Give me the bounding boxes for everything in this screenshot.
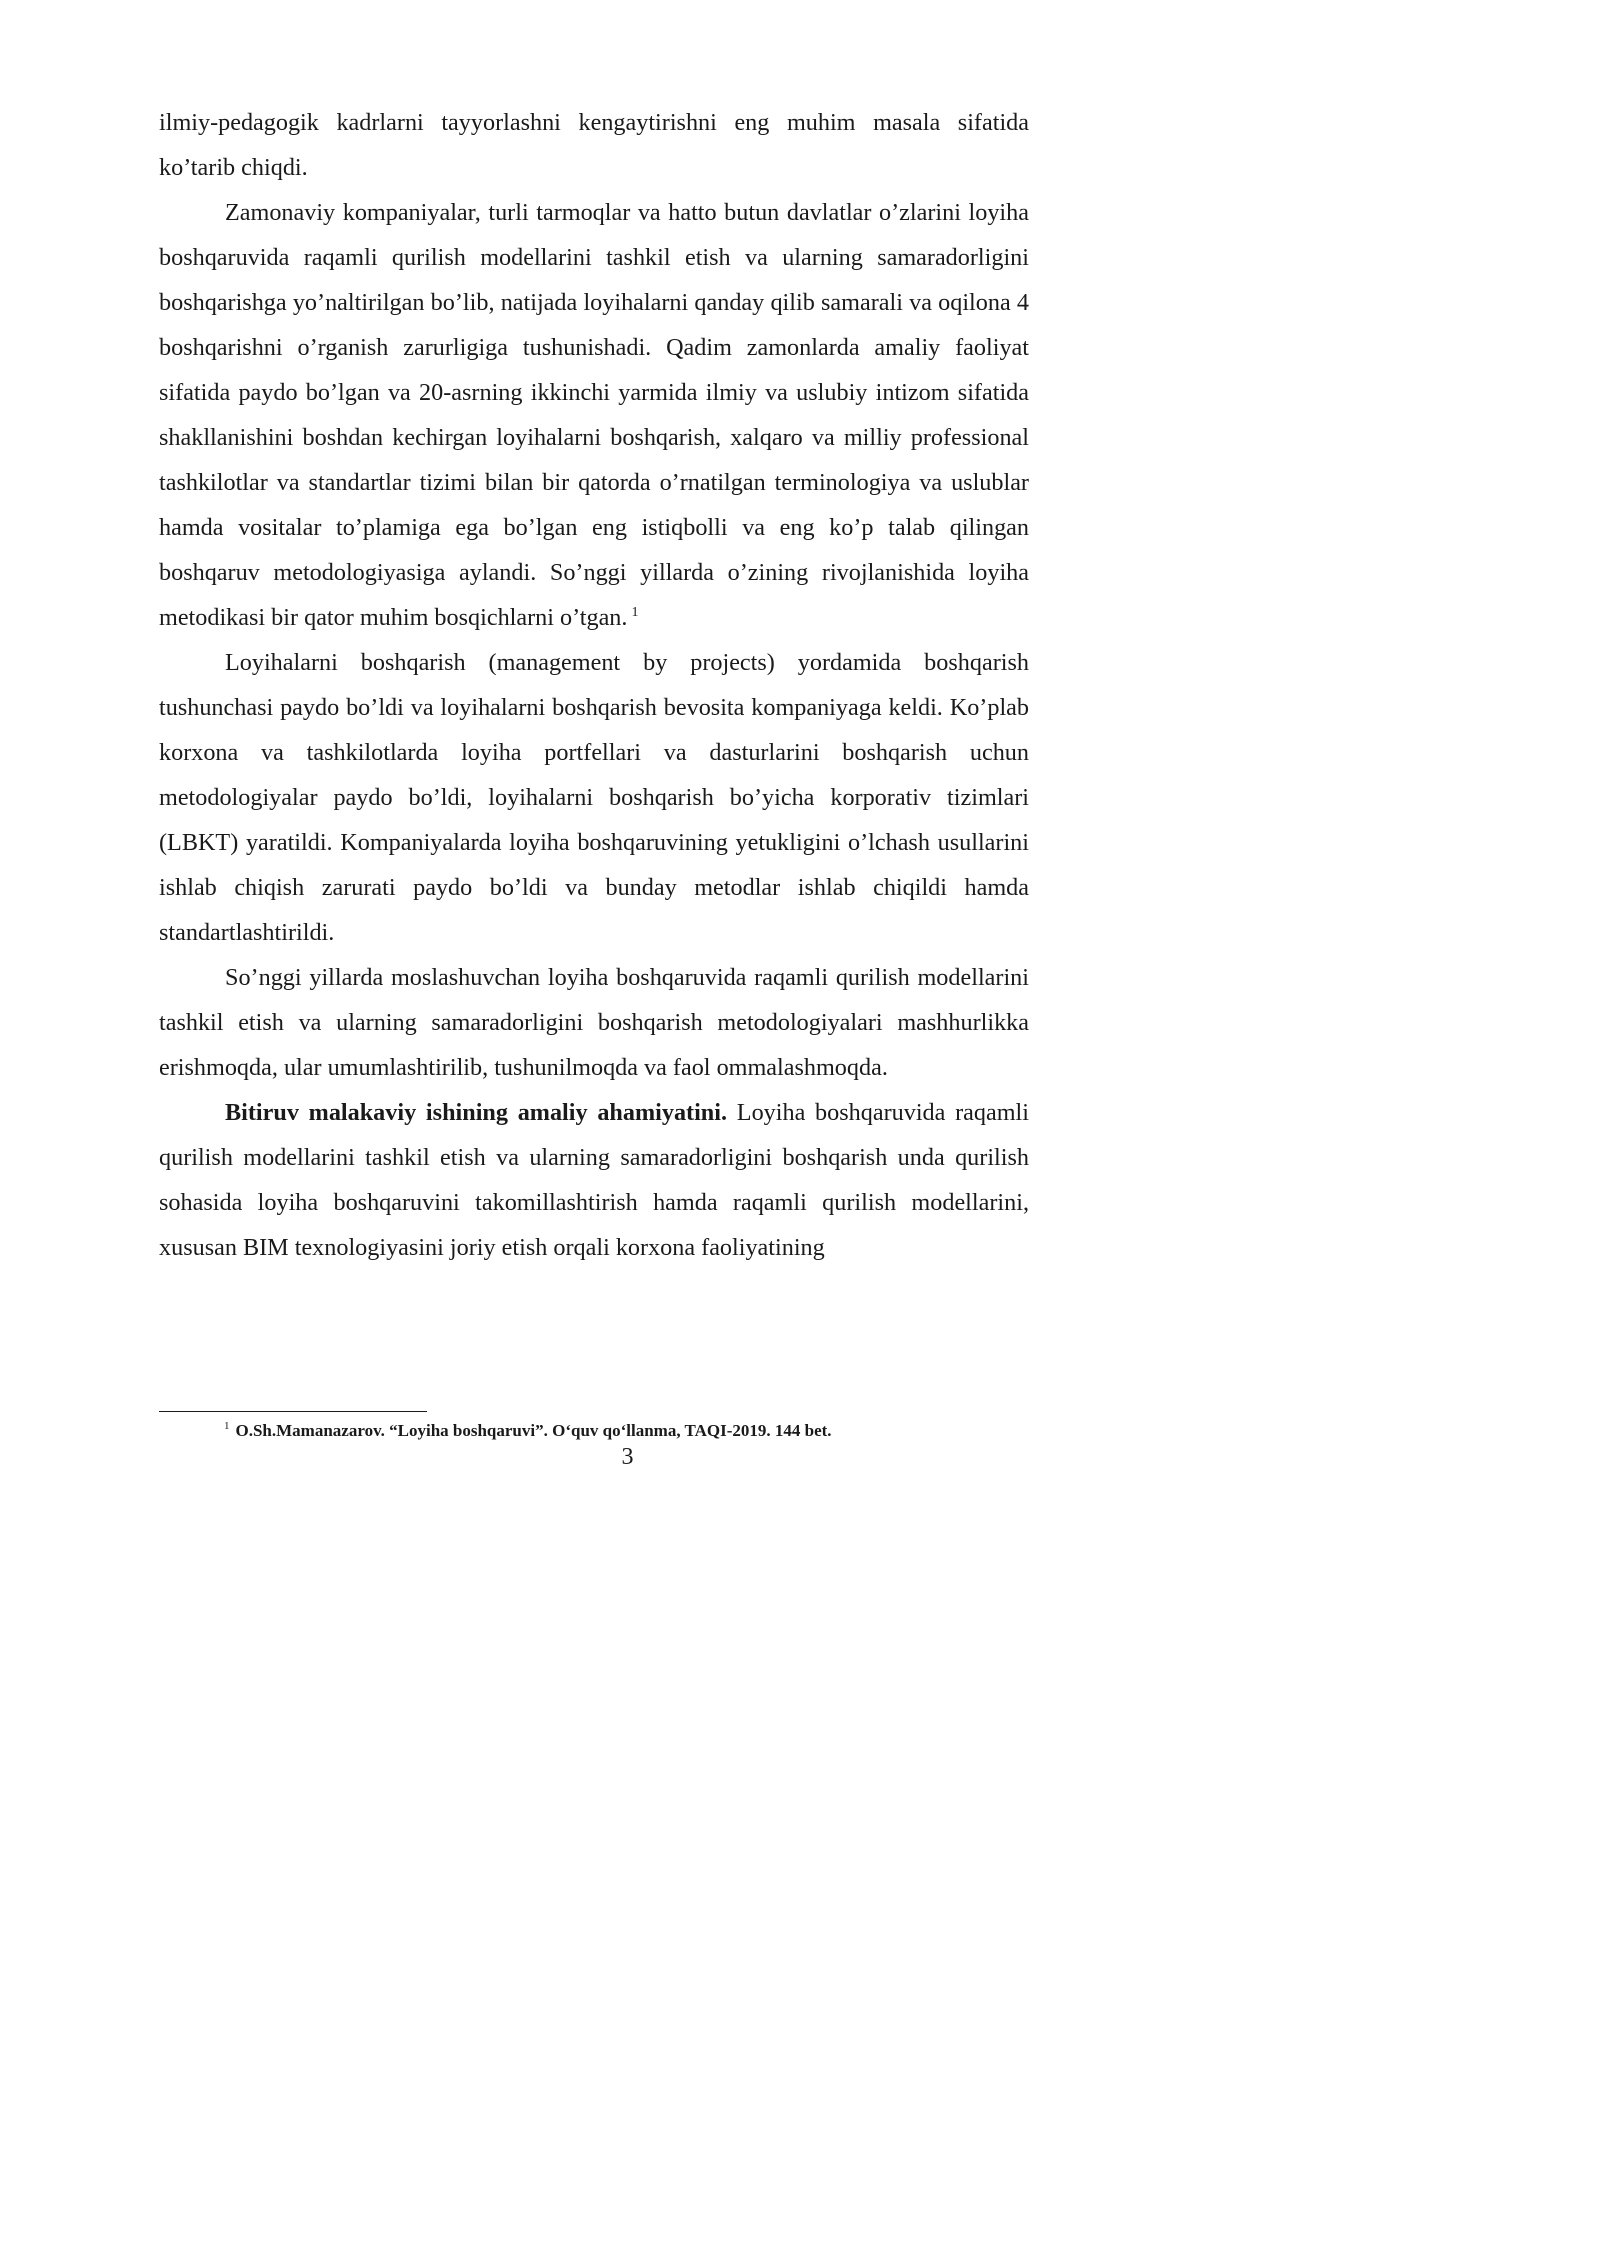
footnote — [224, 1419, 1029, 1443]
paragraph-bold-heading: Bitiruv malakaviy ishining amaliy ahamiyatini. — [225, 1099, 728, 1126]
paragraph-modern-companies — [159, 190, 1029, 640]
paragraph-text: Loyiha boshqaruvida raqamli qurilish modellarini tashkil etish va ularning samaradorligini boshqarish unda qurilish sohasida loyiha boshqaruvini takomillashtirish hamda raqamli qurilish modellarini, xususan BIM texnologiyasini joriy etish orqali korxona faoliyatining — [159, 1099, 1030, 1261]
paragraph-text: Zamonaviy kompaniyalar, turli tarmoqlar va hatto butun davlatlar o’zlarini loyiha boshqaruvida raqamli qurilish modellarini tashkil etish va ularning samaradorligini boshqarishga yo’naltirilgan bo’lib, natijada loyihalarni qanday qilib samarali va oqilona 4 boshqarishni o’rganish zarurligiga tushunishadi. Qadim zamonlarda amaliy faoliyat sifatida paydo bo’lgan va 20-asrning ikkinchi yarmida ilmiy va uslubiy intizom sifatida shakllanishini boshdan kechirgan loyihalarni boshqarish, xalqaro va milliy professional tashkilotlar va standartlar tizimi bilan bir qatorda o’rnatilgan terminologiya va uslublar hamda vositalar to’plamiga ega bo’lgan eng istiqbolli va eng ko’p talab qilingan boshqaruv metodologiyasiga aylandi. So’nggi yillarda o’zining rivojlanishida loyiha metodikasi bir qator muhim bosqichlarni o’tgan. — [159, 199, 1029, 631]
paragraph-text: ilmiy-pedagogik kadrlarni tayyorlashni kengaytirishni eng muhim masala sifatida ko’tarib chiqdi. — [159, 109, 1029, 181]
footnote-reference[interactable]: 1 — [631, 604, 639, 620]
paragraph-recent-years — [159, 955, 1029, 1090]
page-number: 3 — [621, 1444, 634, 1470]
paragraph-continuation — [159, 100, 1029, 190]
page-body — [159, 100, 1029, 1270]
footnote-text: O.Sh.Mamanazarov. “Loyiha boshqaruvi”. O‘quv qo‘llanma, TAQI-2019. 144 bet. — [235, 1421, 832, 1440]
paragraph-text: So’nggi yillarda moslashuvchan loyiha boshqaruvida raqamli qurilish modellarini tashkil etish va ularning samaradorligini boshqarish metodologiyalari mashhurlikka erishmoqda, ular umumlashtirilib, tushunilmoqda va faol ommalashmoqda. — [159, 964, 1029, 1081]
paragraph-text: Loyihalarni boshqarish (management by projects) yordamida boshqarish tushunchasi paydo bo’ldi va loyihalarni boshqarish bevosita kompaniyaga keldi. Ko’plab korxona va tashkilotlarda loyiha portfellari va dasturlarini boshqarish uchun metodologiyalar paydo bo’ldi, loyihalarni boshqarish bo’yicha korporativ tizimlari (LBKT) yaratildi. Kompaniyalarda loyiha boshqaruvining yetukligini o’lchash usullarini ishlab chiqish zarurati paydo bo’ldi va bunday metodlar ishlab chiqildi hamda standartlashtirildi. — [159, 649, 1029, 946]
paragraph-management-by-projects — [159, 640, 1029, 955]
footnote-marker: 1 — [224, 1420, 230, 1433]
footnote-separator — [159, 1411, 427, 1412]
paragraph-practical-significance — [159, 1090, 1029, 1270]
